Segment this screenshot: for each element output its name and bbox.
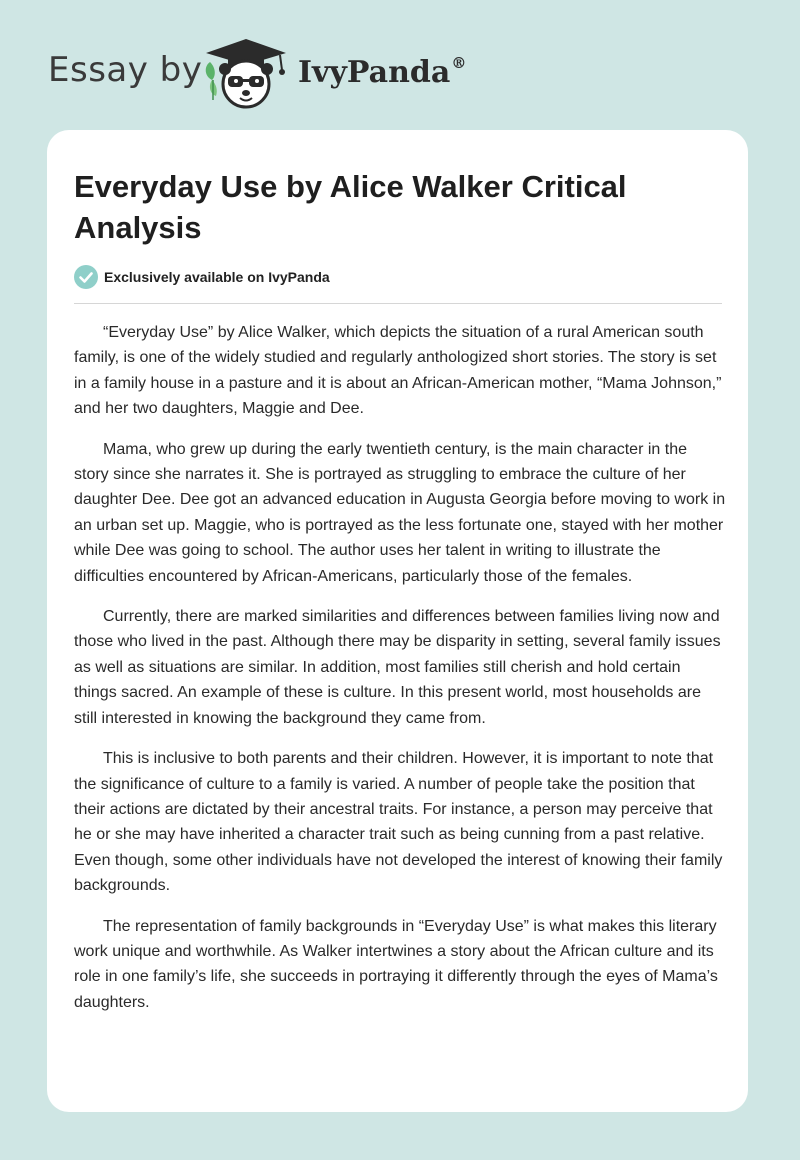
exclusive-label: Exclusively available on IvyPanda xyxy=(104,269,330,285)
exclusive-badge xyxy=(74,264,330,290)
paragraph: Mama, who grew up during the early twentieth century, is the main character in the story since she narrates it. She is portrayed as struggling to embrace the culture of her daughter Dee. Dee got an advanced education in Augusta Georgia before moving to work in an urban set up. Maggie, who is portrayed as the less fortunate one, stayed with her mother while Dee was going to school. The author uses her talent in writing to illustrate the difficulties encountered by African-Americans, particularly those of the females. xyxy=(74,440,726,585)
essay-card xyxy=(47,130,748,1112)
paragraph: Currently, there are marked similarities and differences between families living now and those who lived in the past. Although there may be disparity in setting, several family issues as well as situations are similar. In addition, most families still cherish and hold certain things sacred. An example of these is culture. In this present world, most households are still interested in knowing the background they came from. xyxy=(74,608,721,727)
registered-mark: ® xyxy=(451,54,467,72)
paragraph: This is inclusive to both parents and their children. However, it is important to note that the significance of culture to a family is varied. A number of people take the position that their actions are dictated by their ancestral traits. For instance, a person may perceive that he or she may have inherited a character trait such as being cunning from a past relative. Even though, some other individuals have not developed the interest of knowing their family backgrounds. xyxy=(74,750,723,895)
essay-title: Everyday Use by Alice Walker Critical Analysis xyxy=(74,169,627,245)
brand-name[interactable] xyxy=(298,54,466,90)
paragraph: “Everyday Use” by Alice Walker, which depicts the situation of a rural American south family, is one of the widely studied and regularly anthologized short stories. The story is set in a family house in a pasture and it is about an African-American mother, “Mama Johnson,” and her two daughters, Maggie and Dee. xyxy=(74,324,722,418)
check-circle-icon xyxy=(74,265,98,289)
paragraph: The representation of family backgrounds in “Everyday Use” is what makes this literary work unique and worthwhile. As Walker intertwines a story about the African culture and its role in one family’s life, she succeeds in portraying it differently through the eyes of Mama’s daughters. xyxy=(74,917,718,1011)
site-header xyxy=(0,0,800,130)
essay-by-label: Essay by xyxy=(48,50,203,90)
divider xyxy=(74,303,722,304)
essay-body xyxy=(74,320,726,1030)
brand-text: IvyPanda xyxy=(298,55,451,90)
panda-graduate-logo[interactable] xyxy=(198,36,293,110)
